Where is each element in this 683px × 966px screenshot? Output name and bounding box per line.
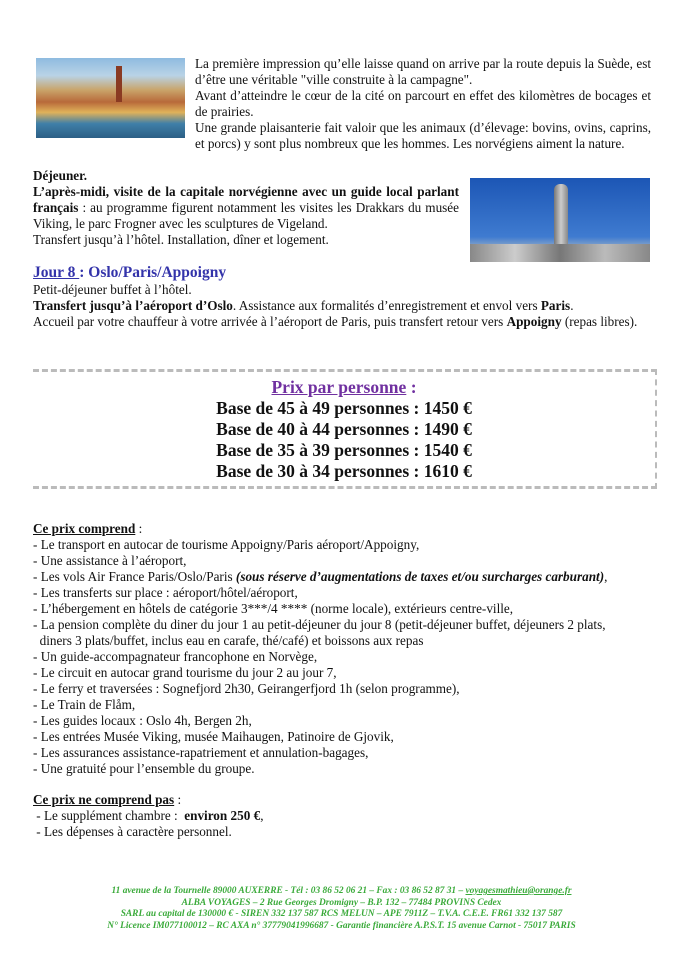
list-item	[33, 808, 663, 824]
footer-address: 11 avenue de la Tournelle 89000 AUXERRE - Tél : 03 86 52 06 21 – Fax : 03 86 52 87 31 –	[111, 886, 466, 896]
vigeland-monolith-photo	[470, 178, 650, 262]
list-item: - Les assurances assistance-rapatriement et annulation-bagages,	[33, 745, 369, 760]
list-item: - Les guides locaux : Oslo 4h, Bergen 2h,	[33, 713, 252, 728]
visit-bold: L’après-midi, visite de la capitale norvégienne avec un guide local parlant français	[33, 184, 459, 215]
single-supplement-value: environ 250 €	[184, 808, 261, 823]
punct: ,	[260, 808, 264, 823]
day8-title	[33, 263, 651, 282]
list-item: - L’hébergement en hôtels de catégorie 3***/4 **** (norme locale), extérieurs centre-ville,	[33, 601, 514, 616]
footer-licence: N° Licence IM077100012 – RC AXA n° 37779041996687 - Garantie financière A.P.S.T. 15 avenue Carnot - 75017 PARIS	[107, 920, 576, 931]
list-item: - Le Train de Flåm,	[33, 697, 136, 712]
list-item: - Une gratuité pour l’ensemble du groupe.	[33, 761, 255, 776]
day8-welcome: Accueil par votre chauffeur à votre arrivée à l’aéroport de Paris, puis transfert retour vers	[33, 314, 507, 329]
punct: .	[570, 298, 574, 313]
visit-text: : au programme figurent notamment les visites les Drakkars du musée Viking, le parc Frogner avec les sculptures de Vigeland.	[33, 200, 459, 231]
day8-paris: Paris	[540, 298, 571, 313]
day8-breakfast: Petit-déjeuner buffet à l’hôtel.	[33, 282, 192, 297]
list-item: - Les transferts sur place : aéroport/hôtel/aéroport,	[33, 585, 298, 600]
single-supplement-label: - Le supplément chambre :	[33, 808, 185, 823]
day8-transfer-bold: Transfert jusqu’à l’aéroport d’Oslo	[33, 298, 233, 313]
afternoon-section	[33, 168, 459, 248]
flights-note: (sous réserve d’augmentations de taxes et/ou surcharges carburant)	[235, 569, 605, 584]
list-item: - Le circuit en autocar grand tourisme du jour 2 au jour 7,	[33, 665, 337, 680]
day8-section	[33, 263, 651, 330]
list-item: - Les dépenses à caractère personnel.	[33, 824, 232, 839]
list-item: diners 3 plats/buffet, inclus eau en carafe, thé/café) et boissons aux repas	[33, 633, 424, 648]
price-row: Base de 30 à 34 personnes : 1610 €	[216, 461, 472, 481]
intro-paragraph: Une grande plaisanterie fait valoir que les animaux (d’élevage: bovins, ovins, caprins, et porcs) y sont plus nombreux que les hommes. Les norvégiens aiment la nature.	[195, 120, 651, 151]
list-item-text: - Les vols Air France Paris/Oslo/Paris	[33, 569, 236, 584]
list-item: - Une assistance à l’aéroport,	[33, 553, 187, 568]
list-item: - Les entrées Musée Viking, musée Maihaugen, Patinoire de Gjovik,	[33, 729, 394, 744]
price-row: Base de 35 à 39 personnes : 1540 €	[216, 440, 472, 460]
intro-text	[195, 56, 651, 152]
stockholm-photo	[36, 58, 185, 138]
included-section	[33, 521, 663, 777]
punct: :	[135, 521, 143, 536]
price-row: Base de 40 à 44 personnes : 1490 €	[216, 419, 472, 439]
day8-appoigny: Appoigny	[506, 314, 562, 329]
punct: :	[174, 792, 182, 807]
list-item	[33, 569, 663, 585]
footer-email-link[interactable]: voyagesmathieu@orange.fr	[465, 886, 572, 896]
price-title-text: Prix par personne	[271, 377, 407, 397]
punct: :	[406, 377, 417, 397]
footer	[0, 886, 683, 932]
price-row: Base de 45 à 49 personnes : 1450 €	[216, 398, 472, 418]
footer-company: SARL au capital de 130000 € - SIREN 332 137 587 RCS MELUN – APE 7911Z – T.V.A. C.E.E. FR61 332 137 587	[120, 909, 563, 919]
price-title	[33, 376, 655, 398]
intro-paragraph: La première impression qu’elle laisse quand on arrive par la route depuis la Suède, est d’être une véritable "ville construite à la campagne".	[195, 56, 651, 87]
list-item: - Le ferry et traversées : Sognefjord 2h30, Geirangerfjord 1h (selon programme),	[33, 681, 460, 696]
excluded-title: Ce prix ne comprend pas	[33, 792, 175, 807]
intro-paragraph: Avant d’atteindre le cœur de la cité on parcourt en effet des kilomètres de bocages et de prairies.	[195, 88, 651, 119]
footer-agency: ALBA VOYAGES – 2 Rue Georges Dromigny – B.P. 132 – 77484 PROVINS Cedex	[181, 897, 502, 908]
list-item: - La pension complète du diner du jour 1 au petit-déjeuner du jour 8 (petit-déjeuner buffet, déjeuners 2 plats,	[33, 617, 606, 632]
transfer-text: Transfert jusqu’à l’hôtel. Installation, dîner et logement.	[33, 232, 329, 247]
day8-transfer-text: . Assistance aux formalités d’enregistrement et envol vers	[232, 298, 541, 313]
lunch-label: Déjeuner.	[33, 168, 88, 183]
day8-label: Jour 8	[33, 264, 80, 281]
punct: ,	[604, 569, 608, 584]
included-title: Ce prix comprend	[33, 521, 136, 536]
price-box	[33, 369, 657, 489]
list-item: - Un guide-accompagnateur francophone en Norvège,	[33, 649, 318, 664]
day8-welcome-end: (repas libres).	[561, 314, 638, 329]
day8-route: : Oslo/Paris/Appoigny	[79, 264, 227, 281]
excluded-section	[33, 792, 663, 840]
list-item: - Le transport en autocar de tourisme Appoigny/Paris aéroport/Appoigny,	[33, 537, 420, 552]
